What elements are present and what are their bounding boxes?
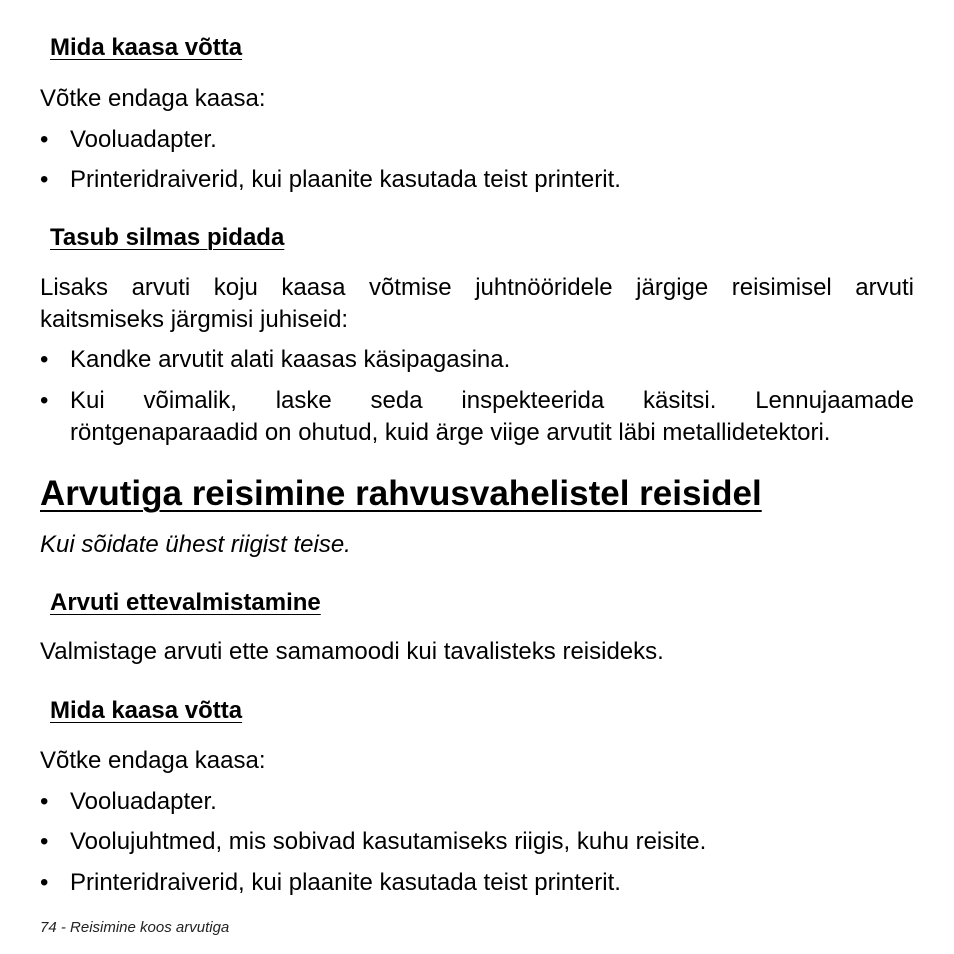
list-item-text: Vooluadapter. <box>70 788 217 815</box>
paragraph: Võtke endaga kaasa: <box>40 747 266 774</box>
paragraph-line: kaitsmiseks järgmisi juhiseid: <box>40 306 349 333</box>
chapter-title: Arvutiga reisimine rahvusvahelistel reisidel <box>40 474 762 513</box>
paragraph-line: Lisaks arvuti koju kaasa võtmise juhtnööridele järgige reisimisel arvuti <box>40 274 914 301</box>
list-item-line: röntgenaparaadid on ohutud, kuid ärge viige arvutit läbi metallidetektori. <box>70 419 831 446</box>
bullet-icon: • <box>40 869 49 896</box>
list-item-text: Vooluadapter. <box>70 126 217 153</box>
list-item-text <box>70 385 914 449</box>
paragraph: Võtke endaga kaasa: <box>40 85 266 112</box>
bullet-icon: • <box>40 788 49 815</box>
list-item-line: Kui võimalik, laske seda inspekteerida käsitsi. Lennujaamade <box>70 387 914 414</box>
bullet-icon: • <box>40 346 49 373</box>
list-item-text: Printeridraiverid, kui plaanite kasutada teist printerit. <box>70 869 621 896</box>
list-item-text: Voolujuhtmed, mis sobivad kasutamiseks riigis, kuhu reisite. <box>70 828 707 855</box>
paragraph <box>40 272 914 336</box>
bullet-icon: • <box>40 166 49 193</box>
section-heading: Arvuti ettevalmistamine <box>50 589 321 616</box>
chapter-subtitle: Kui sõidate ühest riigist teise. <box>40 531 351 558</box>
list-item-text: Printeridraiverid, kui plaanite kasutada teist printerit. <box>70 166 621 193</box>
bullet-icon: • <box>40 828 49 855</box>
section-heading: Tasub silmas pidada <box>50 224 285 251</box>
section-heading: Mida kaasa võtta <box>50 34 243 61</box>
section-heading: Mida kaasa võtta <box>50 697 243 724</box>
list-item-text: Kandke arvutit alati kaasas käsipagasina. <box>70 346 511 373</box>
bullet-icon: • <box>40 126 49 153</box>
bullet-icon: • <box>40 387 49 414</box>
page-footer: 74 - Reisimine koos arvutiga <box>40 919 230 936</box>
paragraph: Valmistage arvuti ette samamoodi kui tavalisteks reisideks. <box>40 638 664 665</box>
